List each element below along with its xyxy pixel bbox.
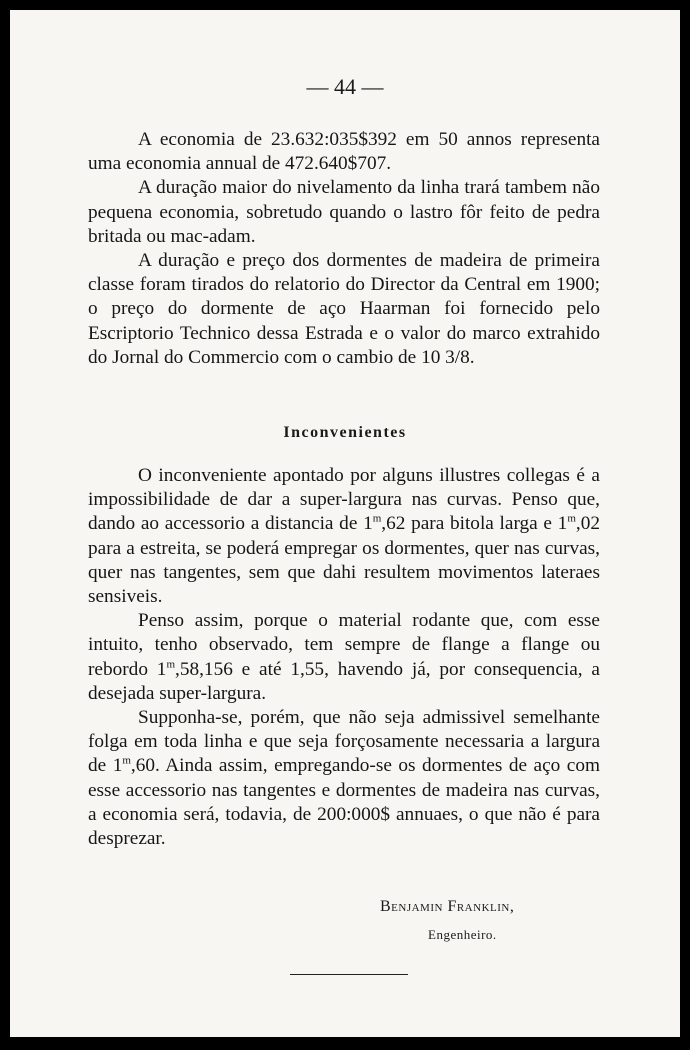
p3-part-b: ,60. Ainda assim, empregando-se os dormentes de aço com esse accessorio nas tangentes e dormentes de madeira nas curvas, a economia será, todavia, de 200:000$ annuaes, o que não é para desprezar. bbox=[88, 755, 600, 850]
paragraph-inconvenient bbox=[88, 464, 600, 609]
unit-m: m bbox=[372, 512, 382, 525]
signature-title: Engenheiro. bbox=[428, 927, 497, 942]
section-title: Inconvenientes bbox=[283, 424, 407, 441]
p3-part-a: Supponha-se, porém, que não seja admissivel semelhante folga em toda linha e que seja forçosamente necessaria a largura de 1 bbox=[88, 707, 600, 777]
signature-name: Benjamin Franklin, bbox=[380, 898, 515, 915]
paragraph-economy: A economia de 23.632:035$392 em 50 annos representa uma economia annual de 472.640$707. bbox=[88, 129, 600, 175]
p1-part-c: ,02 para a estreita, se poderá empregar os dormentes, quer nas curvas, quer nas tangentes, sem que dahi resultem movimentos lateraes sensiveis. bbox=[88, 513, 600, 608]
p1-part-a: O inconveniente apontado por alguns illustres collegas é a impossibilidade de dar a super-largura nas curvas. Penso que, dando ao accessorio a distancia de 1 bbox=[88, 465, 600, 535]
p2-part-a: Penso assim, porque o material rodante que, com esse intuito, tenho observado, tem sempre de flange a flange ou rebordo 1 bbox=[88, 610, 600, 680]
unit-m: m bbox=[122, 755, 131, 768]
paragraph-sources: A duração e preço dos dormentes de madeira de primeira classe foram tirados do relatorio do Director da Central em 1900; o preço do dormente de aço Haarman foi fornecido pelo Escriptorio Technico dessa Estrada e o valor do marco extrahido do Jornal do Commercio com o cambio de 10 3/8. bbox=[88, 250, 600, 368]
page-number: — 44 — bbox=[306, 74, 384, 99]
unit-m: m bbox=[567, 512, 576, 525]
paragraph-suppose bbox=[88, 706, 600, 851]
section-1-text bbox=[88, 128, 600, 370]
p1-part-b: ,62 para bitola larga e 1 bbox=[381, 513, 568, 535]
paragraph-rolling-stock bbox=[88, 609, 600, 706]
p2-part-b: ,58,156 e até 1,55, havendo já, por consequencia, a desejada super-largura. bbox=[88, 658, 600, 704]
document-page bbox=[10, 10, 680, 1037]
paragraph-duration: A duração maior do nivelamento da linha trará tambem não pequena economia, sobretudo quando o lastro fôr feito de pedra britada ou mac-adam. bbox=[88, 177, 600, 247]
divider-rule bbox=[290, 974, 408, 975]
section-2-text bbox=[88, 464, 600, 851]
unit-m: m bbox=[166, 658, 175, 671]
